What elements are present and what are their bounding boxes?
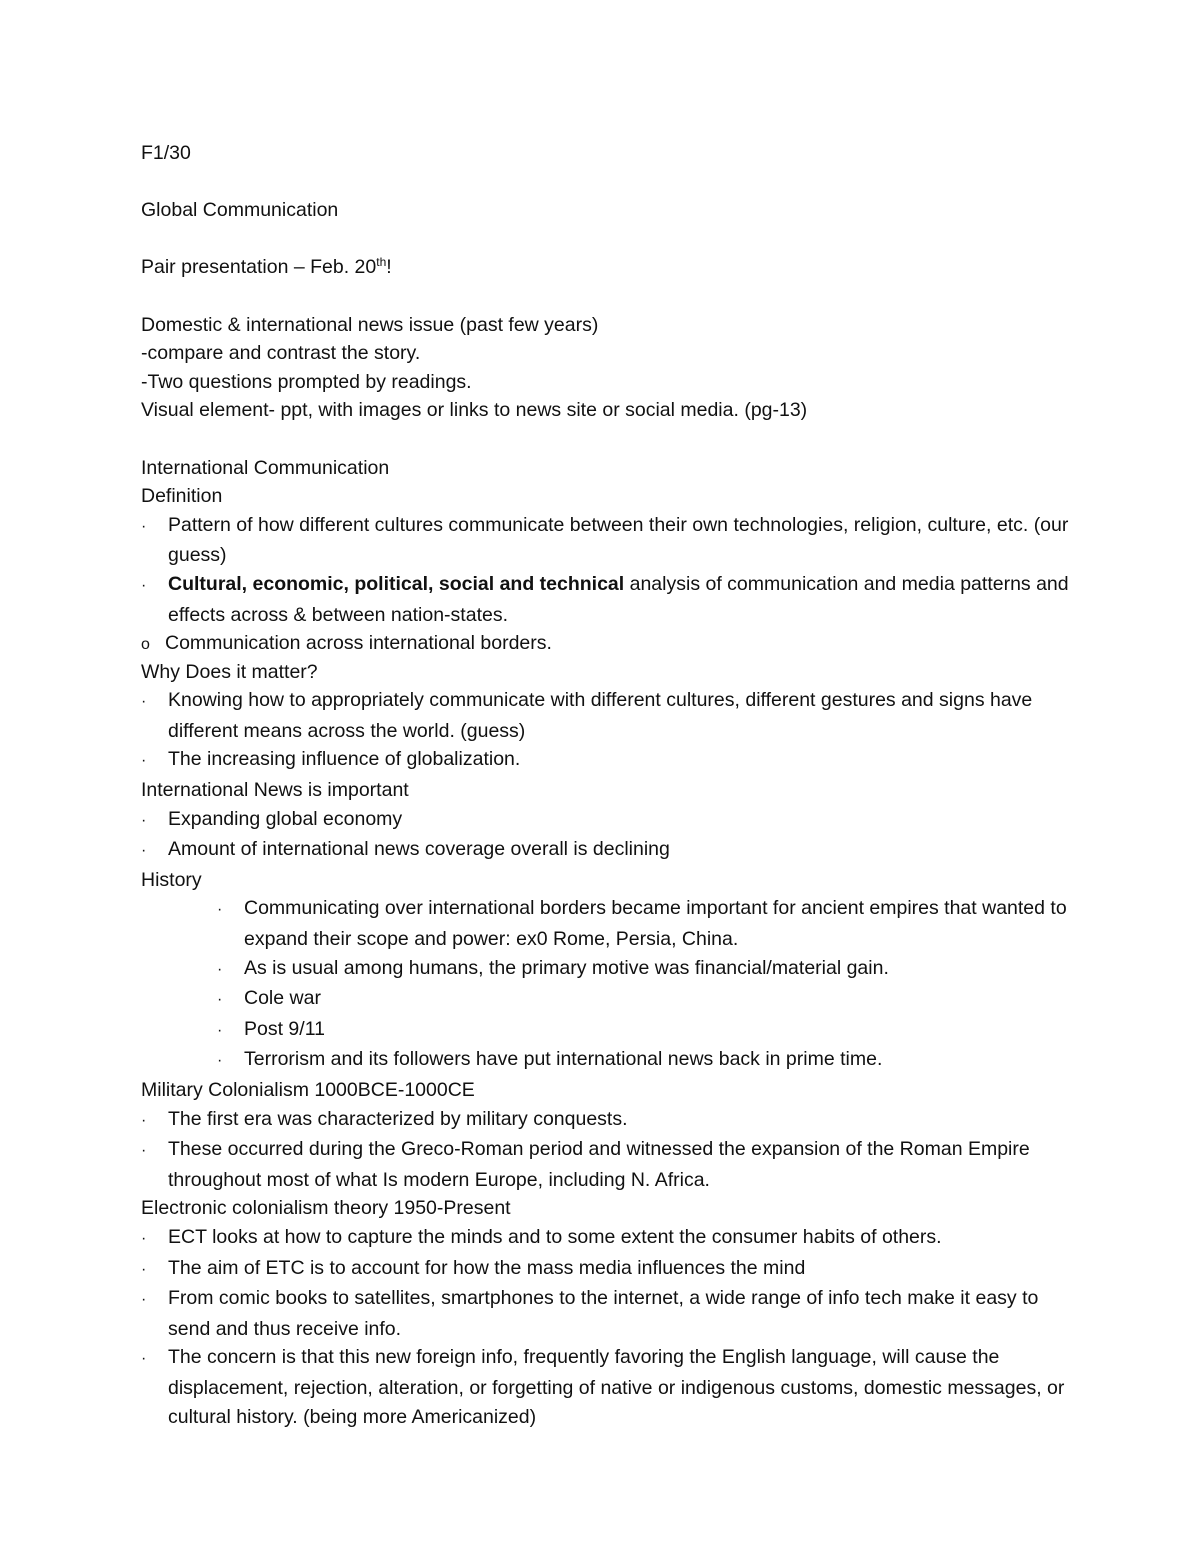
bullet-glyph: · [217, 1052, 223, 1070]
bullet-glyph: · [217, 1021, 223, 1039]
bullet-text: The increasing influence of globalization. [168, 748, 521, 771]
bullet-text: Pattern of how different cultures communicate between their own technologies, religion, culture, etc. (our guess) [168, 513, 1069, 567]
bullet-glyph: · [217, 901, 223, 919]
electronic-bullet [141, 1343, 1071, 1431]
bullet-glyph: · [141, 576, 147, 594]
news-heading: International News is important [141, 779, 409, 802]
news-bullet [141, 835, 1071, 866]
spacer [141, 425, 1071, 454]
bullet-text: Knowing how to appropriately communicate with different cultures, different gestures and signs have different means across the world. (guess) [168, 689, 1033, 742]
bullet-glyph: · [141, 1260, 147, 1278]
presentation-note [141, 253, 1071, 282]
military-bullet [141, 1135, 1071, 1194]
bullet-text: Cole war [244, 987, 321, 1010]
history-bullet [217, 1015, 1071, 1046]
bullet-text: The aim of ETC is to account for how the mass media influences the mind [168, 1256, 806, 1279]
bullet-text: As is usual among humans, the primary motive was financial/material gain. [244, 956, 889, 979]
electronic-heading: Electronic colonialism theory 1950-Present [141, 1197, 511, 1220]
bullet-glyph: · [141, 1291, 147, 1309]
bullet-text: These occurred during the Greco-Roman period and witnessed the expansion of the Roman Empire throughout most of what Is modern Europe, including N. Africa. [168, 1138, 1030, 1191]
assignment-item: -compare and contrast the story. [141, 342, 421, 365]
history-bullet [217, 1045, 1071, 1076]
history-bullet [217, 954, 1071, 985]
assignment-item: Visual element- ppt, with images or links to news site or social media. (pg-13) [141, 399, 808, 422]
military-heading: Military Colonialism 1000BCE-1000CE [141, 1079, 475, 1101]
history-bullet [217, 984, 1071, 1015]
definition-heading: Definition [141, 485, 223, 508]
assignment-item: -Two questions prompted by readings. [141, 370, 472, 393]
bullet-text: Expanding global economy [168, 807, 403, 830]
bullet-glyph: · [141, 752, 147, 770]
military-bullet [141, 1105, 1071, 1136]
presentation-suffix: ! [386, 256, 392, 279]
electronic-bullet [141, 1284, 1071, 1343]
bullet-text: The concern is that this new foreign info, frequently favoring the English language, will cause the displacement, rejection, alteration, or forgetting of native or indigenous customs, domestic messages, or cultural history. (being more Americanized) [168, 1346, 1065, 1428]
why-bullet [141, 745, 1071, 776]
electronic-bullet [141, 1254, 1071, 1285]
bullet-text: ECT looks at how to capture the minds and to some extent the consumer habits of others. [168, 1225, 942, 1248]
bullet-glyph: · [217, 991, 223, 1009]
bullet-glyph: · [141, 517, 147, 535]
history-list [141, 894, 1071, 1076]
bullet-glyph: · [217, 960, 223, 978]
bullet-glyph: · [141, 1142, 147, 1160]
spacer [141, 282, 1071, 311]
definition-sub-bullet [141, 629, 1071, 658]
bullet-glyph: · [141, 842, 147, 860]
presentation-prefix: Pair presentation – Feb. 20 [141, 256, 377, 279]
bullet-glyph: · [141, 811, 147, 829]
bullet-text: From comic books to satellites, smartphones to the internet, a wide range of info tech make it easy to send and thus receive info. [168, 1287, 1039, 1340]
why-bullet [141, 686, 1071, 745]
note-date: F1/30 [141, 142, 191, 164]
electronic-bullet [141, 1223, 1071, 1254]
bullet-glyph: · [141, 1350, 147, 1368]
definition-bullet [141, 511, 1071, 570]
course-title: Global Communication [141, 199, 339, 222]
why-heading: Why Does it matter? [141, 660, 318, 683]
spacer [141, 168, 1071, 197]
spacer [141, 225, 1071, 254]
document-page [141, 139, 1071, 1431]
bullet-text: Communicating over international borders became important for ancient empires that wanted to expand their scope and power: ex0 Rome, Persia, China. [244, 897, 1067, 951]
history-heading: History [141, 868, 202, 891]
history-bullet [217, 894, 1071, 953]
bullet-text: Terrorism and its followers have put international news back in prime time. [244, 1048, 883, 1071]
bullet-text: Amount of international news coverage overall is declining [168, 838, 670, 861]
bullet-text: Post 9/11 [244, 1017, 325, 1040]
bullet-glyph: · [141, 1111, 147, 1129]
definition-bullet [141, 570, 1071, 629]
sub-bullet-glyph: o [141, 636, 150, 654]
sub-bullet-text: Communication across international borders. [165, 632, 552, 655]
bold-keywords: Cultural, economic, political, social and technical [168, 572, 625, 595]
presentation-superscript: th [376, 255, 387, 270]
section-heading: International Communication [141, 456, 390, 479]
bullet-glyph: · [141, 693, 147, 711]
bullet-glyph: · [141, 1229, 147, 1247]
news-bullet [141, 805, 1071, 836]
bullet-text: The first era was characterized by military conquests. [168, 1107, 628, 1130]
assignment-title: Domestic & international news issue (past few years) [141, 313, 599, 336]
bullet-text: analysis of communication and media patterns and effects across & between nation-states. [168, 572, 1069, 626]
